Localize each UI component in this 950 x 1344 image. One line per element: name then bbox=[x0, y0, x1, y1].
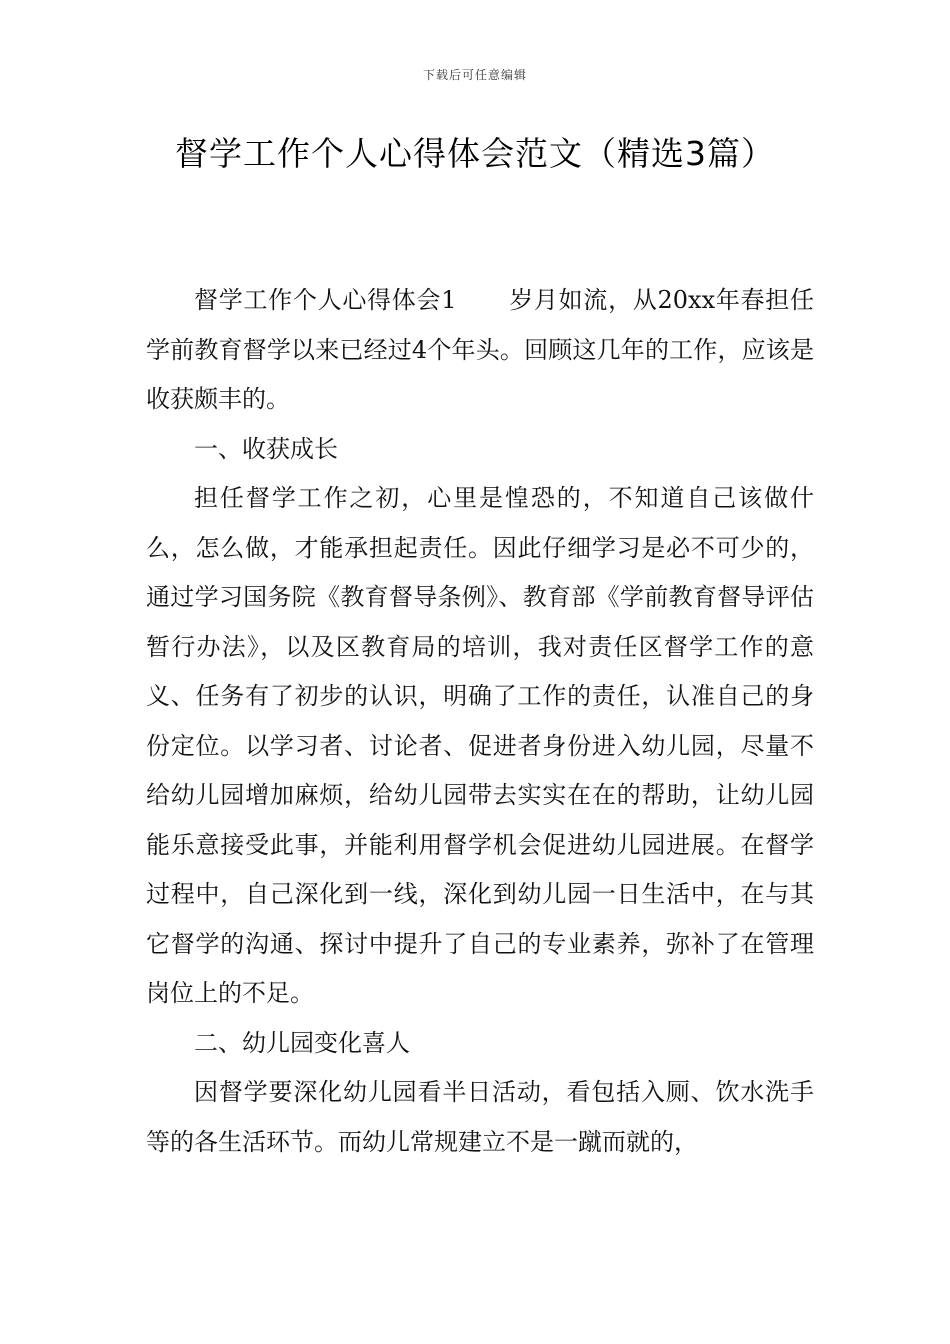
paragraph-changes: 因督学要深化幼儿园看半日活动，看包括入厕、饮水洗手等的各生活环节。而幼儿常规建立不是一蹴而就的， bbox=[146, 1078, 814, 1156]
page-title: 督学工作个人心得体会范文（精选3篇） bbox=[175, 134, 775, 173]
paragraph-intro bbox=[146, 276, 814, 425]
header-note: 下载后可任意编辑 bbox=[422, 68, 527, 82]
paragraph-text: 岁月如流，从20xx年春担任学前教育督学以来已经过4个年头。回顾这几年的工作，应该是收获颇丰的。 bbox=[146, 286, 814, 413]
subheading-changes: 二、幼儿园变化喜人 bbox=[194, 1028, 410, 1057]
document-body bbox=[146, 276, 814, 1167]
section-heading-1: 督学工作个人心得体会1 bbox=[194, 286, 457, 314]
subheading-growth: 一、收获成长 bbox=[194, 434, 338, 463]
paragraph-growth: 担任督学工作之初，心里是惶恐的，不知道自己该做什么，怎么做，才能承担起责任。因此仔细学习是必不可少的，通过学习国务院《教育督导条例》、教育部《学前教育督导评估暂行办法》，以及区教育局的培训，我对责任区督学工作的意义、任务有了初步的认识，明确了工作的责任，认准自己的身份定位。以学习者、讨论者、促进者身份进入幼儿园，尽量不给幼儿园增加麻烦，给幼儿园带去实实在在的帮助，让幼儿园能乐意接受此事，并能利用督学机会促进幼儿园进展。在督学过程中，自己深化到一线，深化到幼儿园一日生活中，在与其它督学的沟通、探讨中提升了自己的专业素养，弥补了在管理岗位上的不足。 bbox=[146, 484, 814, 1007]
